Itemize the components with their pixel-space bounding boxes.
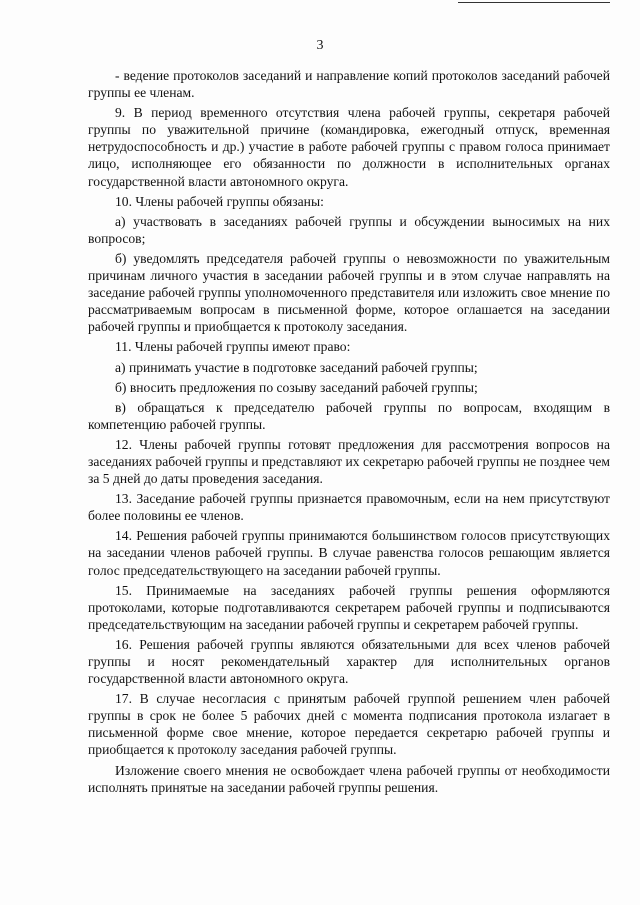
document-body	[88, 67, 610, 796]
paragraph-10-b: б) уведомлять председателя рабочей группы о невозможности по уважительным причинам личного участия в заседании рабочей группы и в этом случае направлять на заседание рабочей группы уполномоченного представителя или изложить свое мнение по рассматриваемым вопросам в письменной форме, которое оглашается на заседании рабочей группы и приобщается к протоколу заседания.	[88, 250, 610, 335]
paragraph-10: 10. Члены рабочей группы обязаны:	[115, 193, 324, 209]
paragraph-13: 13. Заседание рабочей группы признается правомочным, если на нем присутствуют более половины ее членов.	[88, 491, 610, 524]
paragraph-12: 12. Члены рабочей группы готовят предложения для рассмотрения вопросов на заседаниях рабочей группы и представляют их секретарю рабочей группы не позднее чем за 5 дней до даты проведения заседания.	[88, 436, 610, 487]
paragraph-11: 11. Члены рабочей группы имеют право:	[115, 339, 351, 355]
paragraph-15: 15. Принимаемые на заседаниях рабочей группы решения оформляются протоколами, которые подготавливаются секретарем рабочей группы и подписываются председательствующим на заседании рабочей группы и секретарем рабочей группы.	[88, 582, 610, 632]
paragraph-11-a: а) принимать участие в подготовке заседаний рабочей группы;	[115, 359, 478, 375]
paragraph-11-c: в) обращаться к председателю рабочей группы по вопросам, входящим в компетенцию рабочей группы.	[88, 399, 610, 432]
paragraph-protocols: - ведение протоколов заседаний и направление копий протоколов заседаний рабочей группы ее членам.	[88, 68, 610, 101]
paragraph-10-a: а) участвовать в заседаниях рабочей группы и обсуждении выносимых на них вопросов;	[88, 213, 610, 246]
paragraph-11-b: б) вносить предложения по созыву заседаний рабочей группы;	[115, 379, 478, 395]
paragraph-17: 17. В случае несогласия с принятым рабочей группой решением член рабочей группы в срок не более 5 рабочих дней с момента подписания протокола излагает в письменной форме свое мнение, которое передается секретарю рабочей группы и приобщается к протоколу заседания рабочей группы.	[88, 691, 610, 758]
page-number: 3	[316, 38, 324, 53]
paragraph-17-statement: Изложение своего мнения не освобождает члена рабочей группы от необходимости исполнять принятые на заседании рабочей группы решения.	[88, 762, 610, 795]
paragraph-16: 16. Решения рабочей группы являются обязательными для всех членов рабочей группы и носят рекомендательный характер для исполнительных органов государственной власти автономного округа.	[88, 636, 610, 687]
top-edge-line	[458, 2, 610, 3]
paragraph-14: 14. Решения рабочей группы принимаются большинством голосов присутствующих на заседании членов рабочей группы. В случае равенства голосов решающим является голос председательствующего на заседании рабочей группы.	[88, 528, 610, 578]
paragraph-9: 9. В период временного отсутствия члена рабочей группы, секретаря рабочей группы по уважительной причине (командировка, ежегодный отпуск, временная нетрудоспособность и др.) участие в работе рабочей группы с правом голоса принимает лицо, исполняющее его обязанности по должности в исполнительных органах государственной власти автономного округа.	[88, 105, 610, 189]
